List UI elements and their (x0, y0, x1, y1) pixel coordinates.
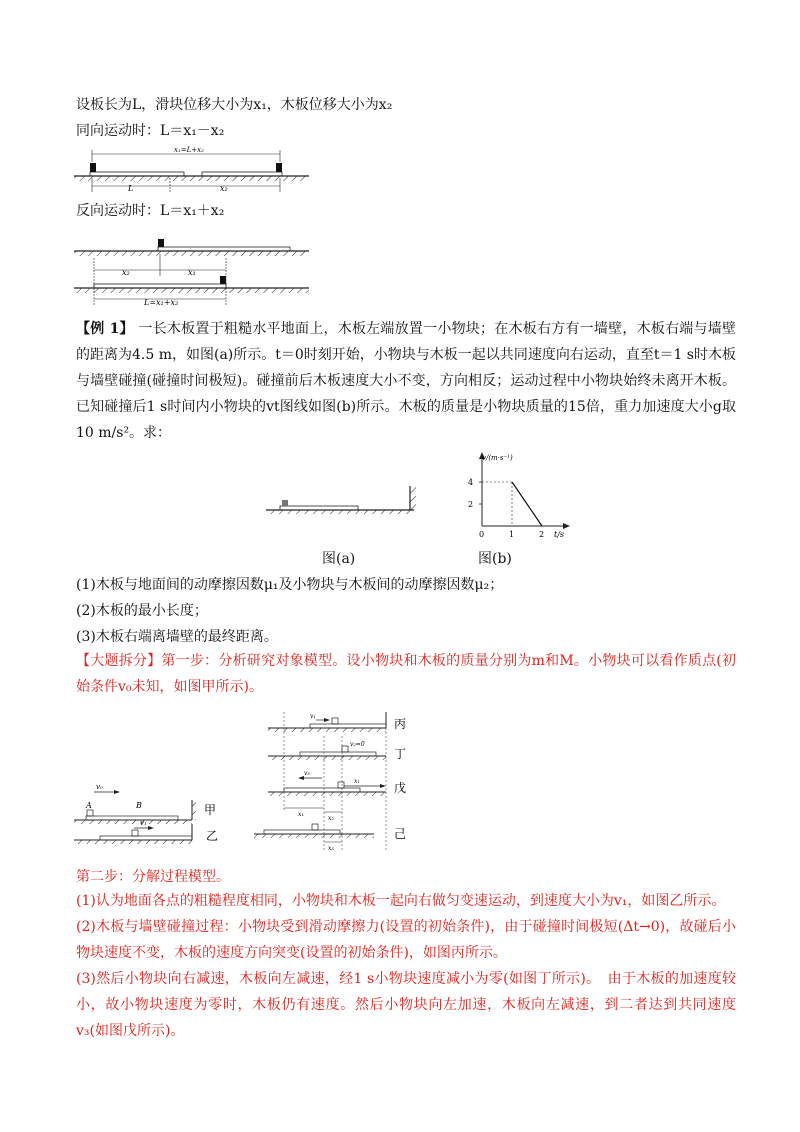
label-x2: x₂ (220, 184, 228, 193)
x-tick-label: 2 (539, 530, 545, 539)
figure-b-caption: 图(b) (478, 551, 512, 567)
label-x1: x₁ (188, 268, 196, 277)
label-x1-equals: x₁=L+x₂ (174, 146, 204, 154)
label-x1-bottom: x₁ (298, 811, 304, 818)
y-tick-label: 2 (468, 500, 474, 509)
x-tick-label: 1 (509, 530, 515, 539)
label-x1-wu: x₁ (354, 778, 360, 785)
label-jia: 甲 (204, 803, 217, 817)
label-ji: 己 (394, 827, 407, 841)
y-axis-label: v/(m·s⁻¹) (482, 454, 513, 462)
label-B: B (136, 801, 142, 810)
label-wu: 戊 (394, 781, 407, 795)
label-v2: v₂=0 (350, 741, 365, 748)
question-3: (3)木板右端离墙壁的最终距离。 (76, 629, 278, 645)
label-ding: 丁 (394, 747, 407, 761)
label-bing: 丙 (394, 717, 407, 731)
label-L-equals: L=x₁+x₂ (144, 298, 179, 307)
intro-line-1: 设板长为L，滑块位移大小为x₁，木板位移大小为x₂ (76, 97, 393, 113)
figure-a-caption: 图(a) (322, 551, 356, 567)
label-L: L (128, 184, 134, 193)
analysis-point-1: (1)认为地面各点的粗糙程度相同，小物块和木板一起向右做匀变速运动，到速度大小为v₁，如图乙所示。 (76, 893, 726, 909)
analysis-step-1: 【大题拆分】第一步：分析研究对象模型。设小物块和木板的质量分别为m和M。小物块可以看作质点(初始条件v₀未知，如图甲所示)。 (76, 653, 736, 695)
analysis-point-2: (2)木板与墙壁碰撞过程：小物块受到滑动摩擦力(设置的初始条件)，由于碰撞时间极短(Δt→0)，故碰后小物块速度不变，木板的速度方向突变(设置的初始条件)，如图丙所示。 (76, 919, 736, 961)
label-A: A (86, 801, 92, 810)
analysis-point-3: (3)然后小物块向右减速，木板向左减速，经1 s小物块速度减小为零(如图丁所示)。 由于木板的加速度较小，故小物块速度为零时，木板仍有速度。然后小物块向左加速，木板向左减速，到二者达到共同速度v₃(如图戊所示)。 (76, 971, 736, 1039)
intro-opposite-direction: 反向运动时：L＝x₁＋x₂ (76, 203, 225, 219)
figure-a (264, 478, 424, 518)
example-text: 一长木板置于粗糙水平地面上，木板左端放置一小物块；在木板右方有一墙壁，木板右端与墙壁的距离为4.5 m，如图(a)所示。t＝0时刻开始，小物块与木板一起以共同速度向右运动，直至t＝1 s时木板与墙壁碰撞(碰撞时间极短)。碰撞前后木板速度大小不变，方向相反；运动过程中小物块始终未离开木板。已知碰撞后1 s时间内小物块的vt图线如图(b)所示。木板的质量是小物块质量的15倍，重力加速度大小g取10 m/s²。求： (76, 321, 736, 441)
question-1: (1)木板与地面间的动摩擦因数μ₁及小物块与木板间的动摩擦因数μ₂； (76, 577, 504, 593)
figure-opposite-direction (74, 236, 314, 308)
label-v1-bing: v₁ (310, 713, 316, 720)
analysis-step-2-title: 第二步：分解过程模型。 (76, 869, 230, 885)
series-line-block (512, 482, 542, 526)
x-tick-label: 0 (479, 530, 485, 539)
label-yi: 乙 (206, 829, 219, 843)
figure-stages (74, 712, 434, 860)
label-v0: v₀ (96, 783, 103, 791)
intro-same-direction: 同向运动时：L＝x₁－x₂ (76, 123, 225, 139)
x-axis-label: t/s (554, 530, 565, 539)
label-x2: x₂ (328, 815, 334, 822)
y-tick-label: 4 (468, 478, 474, 487)
figure-same-direction (74, 144, 314, 194)
question-2: (2)木板的最小长度； (76, 603, 208, 619)
label-v3: v₃ (304, 770, 310, 777)
label-x2: x₂ (122, 268, 130, 277)
example-tag: 【例 1】 (76, 321, 134, 337)
example-1 (76, 316, 736, 446)
figure-b-vt-chart (446, 446, 596, 540)
label-v1: v₁ (140, 819, 147, 827)
label-x3: x₃ (328, 845, 334, 852)
